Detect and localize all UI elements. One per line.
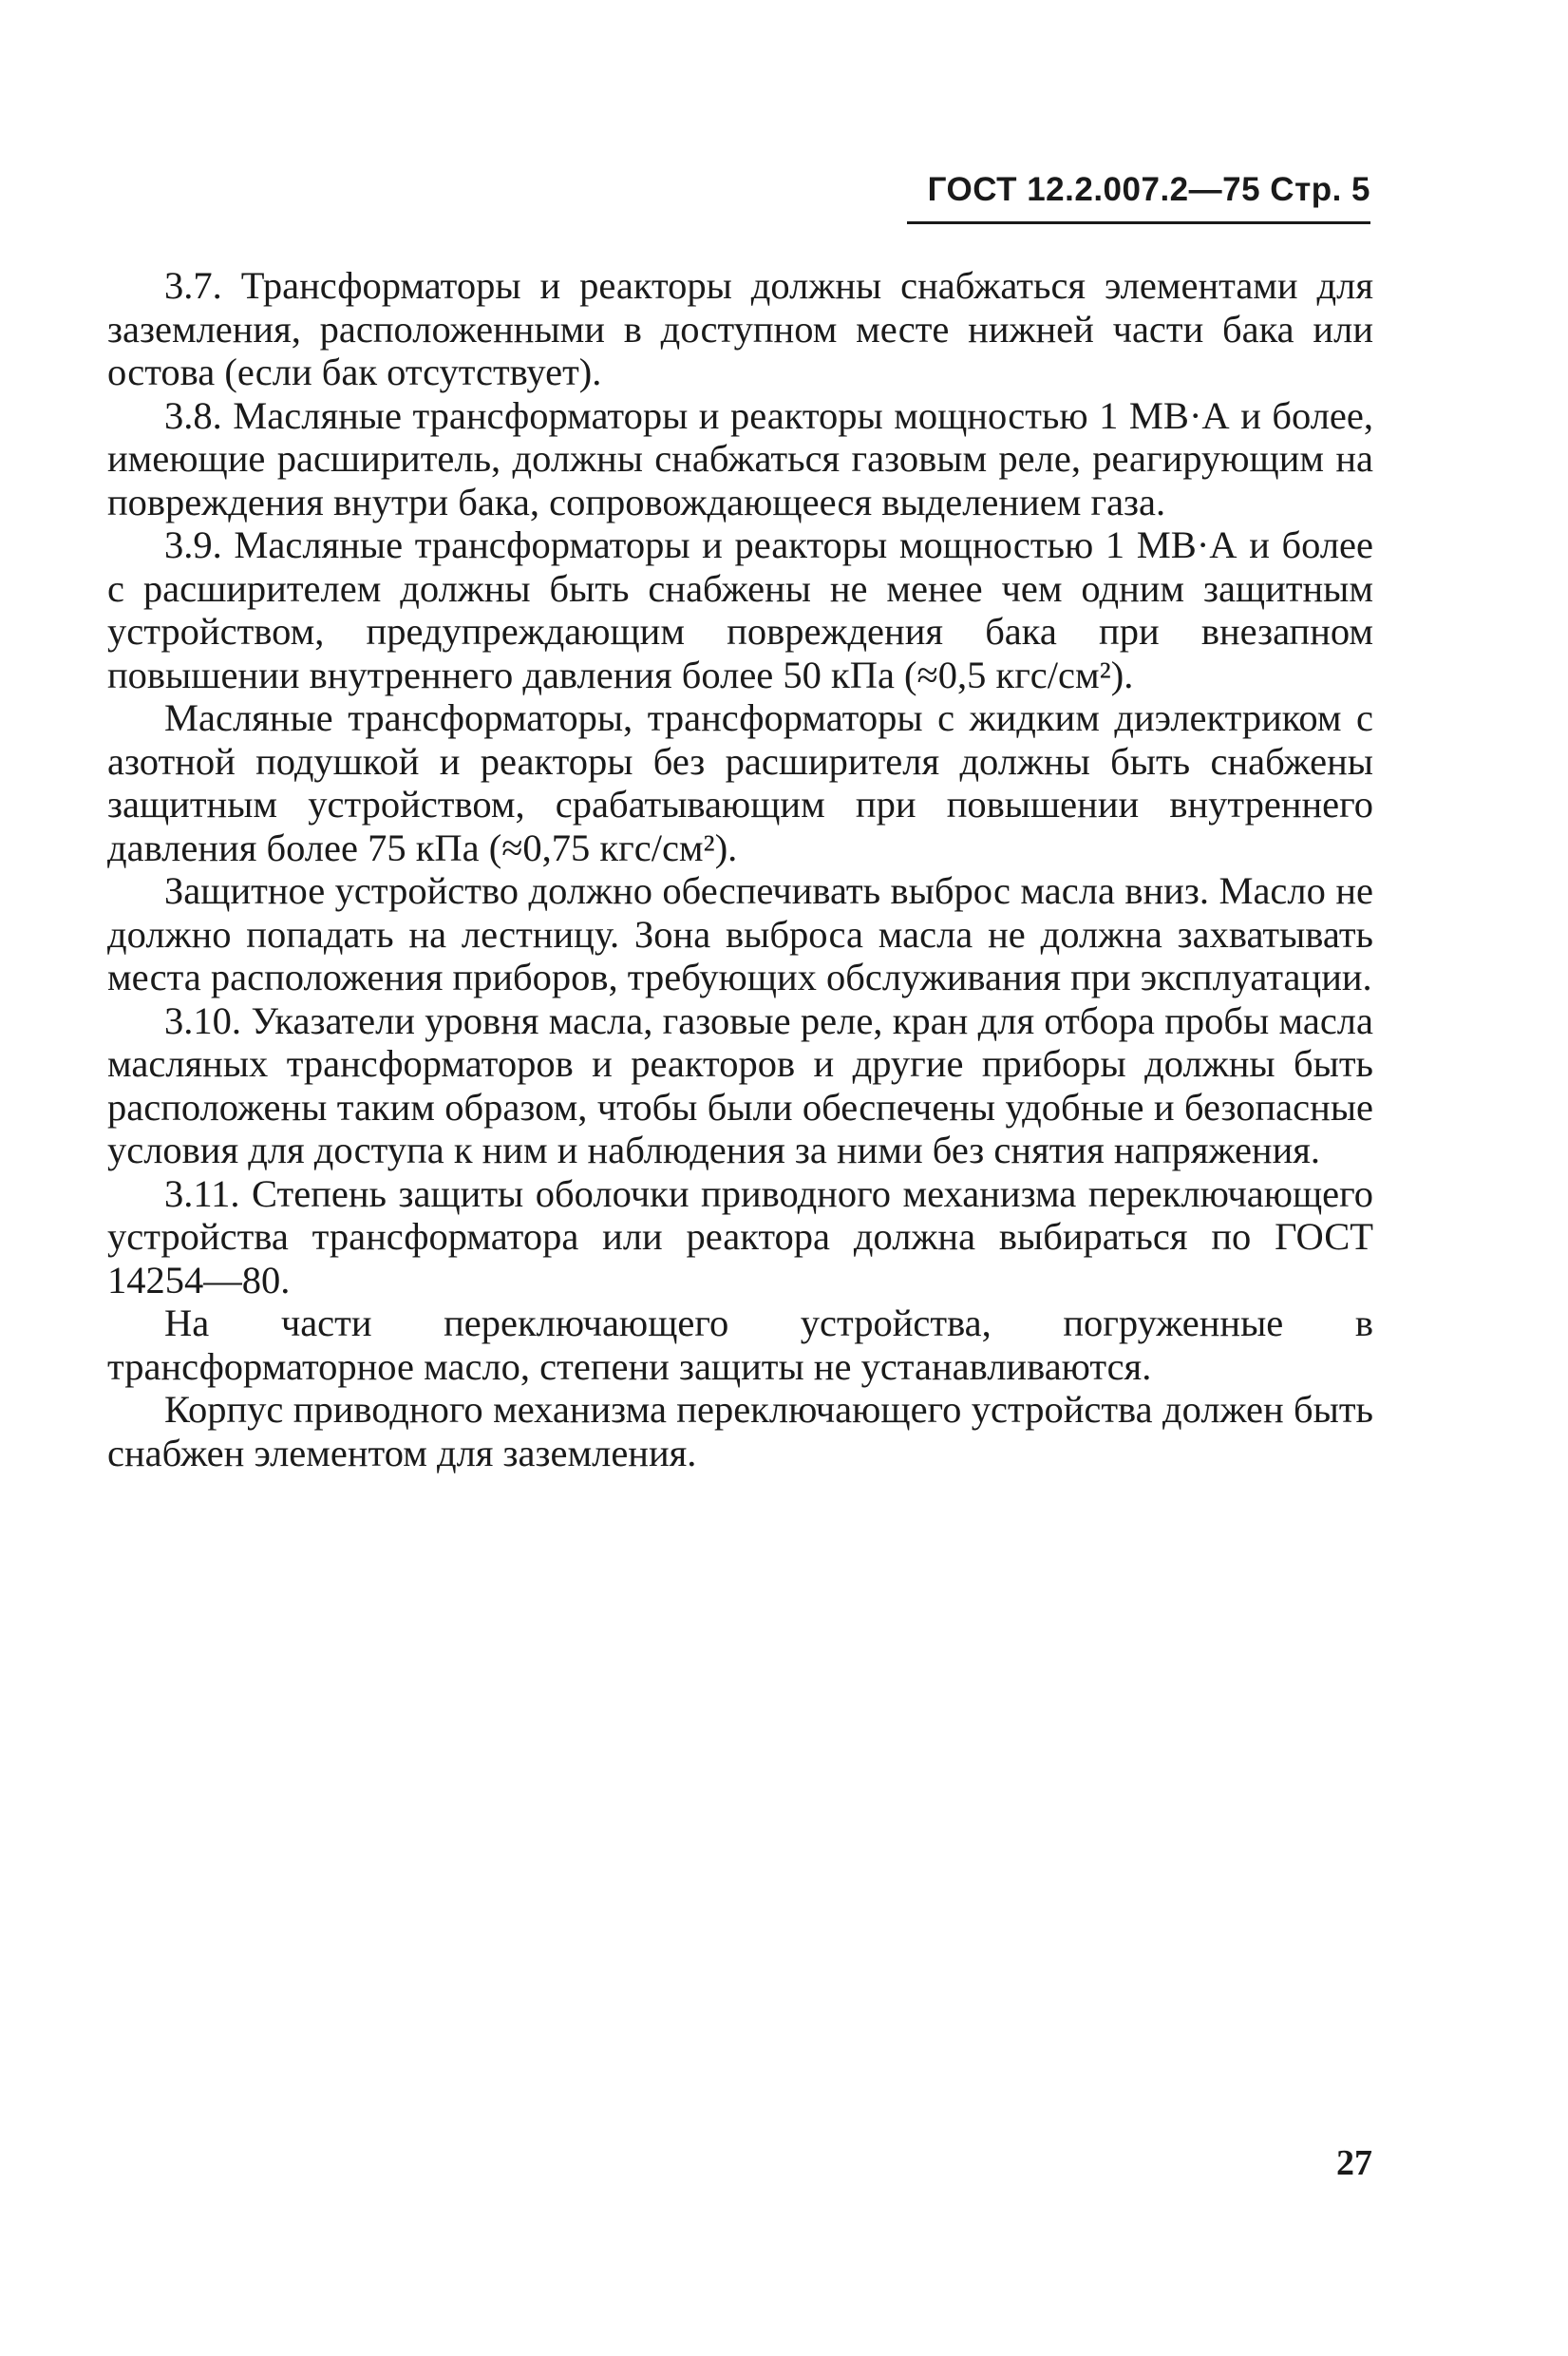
clause-3-10: 3.10. Указатели уровня масла, газовые реле, кран для отбора пробы масла масляных трансформаторов и реакторов и другие приборы должны быть расположены таким образом, чтобы были обеспечены удобные и безопасные условия для доступа к ним и наблюдения за ними без снятия напряжения. <box>107 998 1373 1171</box>
clause-3-11-paragraph-2: На части переключающего устройства, погруженные в трансформаторное масло, степени защиты не устанавливаются. <box>107 1302 1373 1388</box>
clause-3-9: 3.9. Масляные трансформаторы и реакторы мощностью 1 МВ·А и более с расширителем должны быть снабжены не менее чем одним защитным устройством, предупреждающим повреждения бака при внезапном повышении внутреннего давления более 50 кПа (≈0,5 кгс/см²). <box>107 523 1373 696</box>
clause-3-9-paragraph-3: Защитное устройство должно обеспечивать выброс масла вниз. Масло не должно попадать на лестницу. Зона выброса масла не должна захватывать места расположения приборов, требующих обслуживания при эксплуатации. <box>107 869 1373 998</box>
clause-3-7: 3.7. Трансформаторы и реакторы должны снабжаться элементами для заземления, расположенными в доступном месте нижней части бака или остова (если бак отсутствует). <box>107 264 1373 393</box>
header-rule <box>907 221 1370 224</box>
page-number: 27 <box>1336 2143 1372 2183</box>
running-header: ГОСТ 12.2.007.2—75 Стр. 5 <box>927 171 1370 208</box>
clause-3-11-paragraph-3: Корпус приводного механизма переключающего устройства должен быть снабжен элементом для заземления. <box>107 1388 1373 1474</box>
clause-3-8: 3.8. Масляные трансформаторы и реакторы мощностью 1 МВ·А и более, имеющие расширитель, должны снабжаться газовым реле, реагирующим на повреждения внутри бака, сопровождающееся выделением газа. <box>107 393 1373 523</box>
clause-3-11: 3.11. Степень защиты оболочки приводного механизма переключающего устройства трансформатора или реактора должна выбираться по ГОСТ 14254—80. <box>107 1171 1373 1302</box>
document-body <box>107 264 1373 1474</box>
clause-3-9-paragraph-2: Масляные трансформаторы, трансформаторы с жидким диэлектриком с азотной подушкой и реакторы без расширителя должны быть снабжены защитным устройством, срабатывающим при повышении внутреннего давления более 75 кПа (≈0,75 кгс/см²). <box>107 696 1373 869</box>
